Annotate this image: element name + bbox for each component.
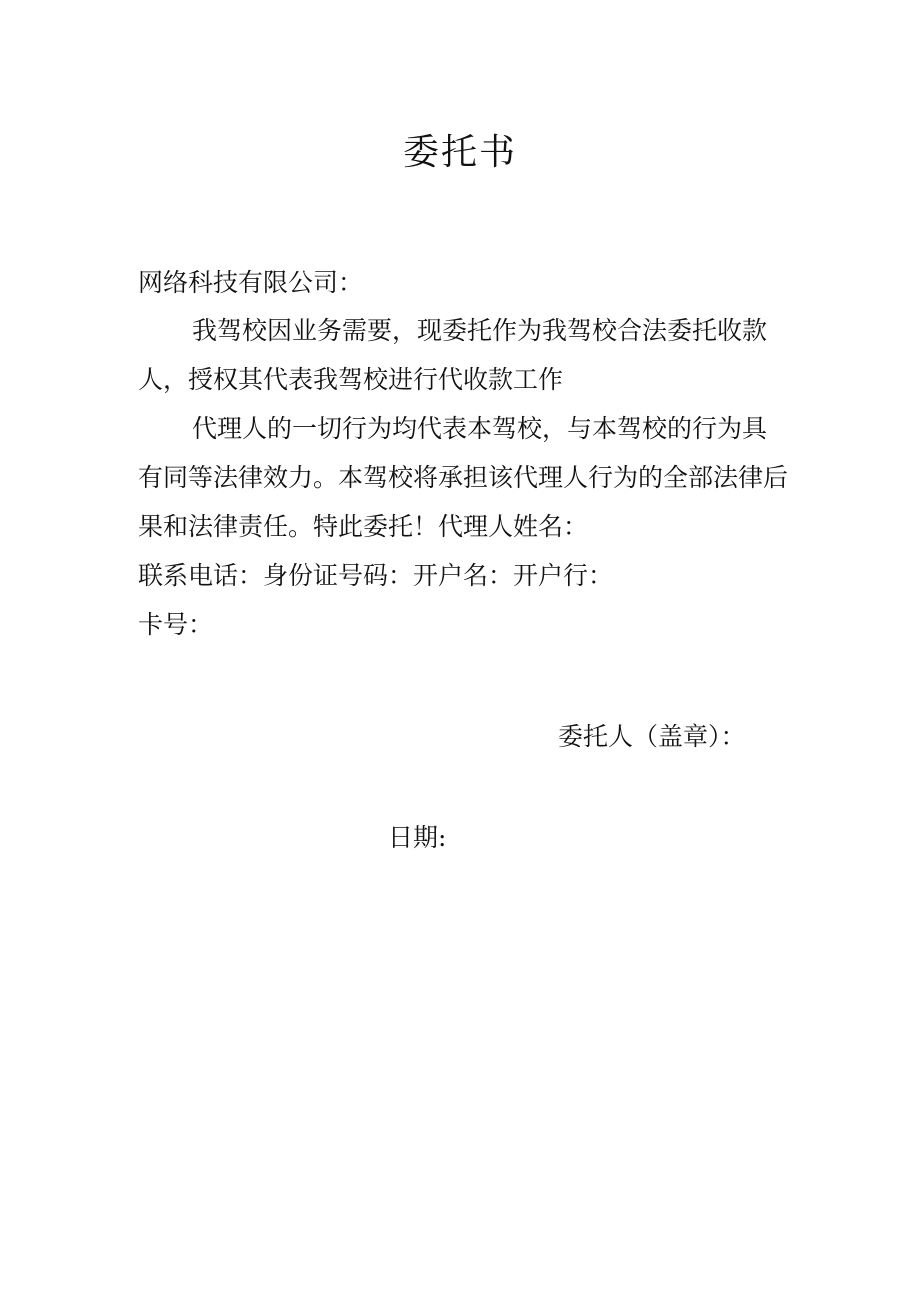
date-line: 日期: <box>388 823 447 852</box>
liability-paragraph: 代理人的一切行为均代表本驾校，与本驾校的行为具有同等法律效力。本驾校将承担该代理人行为的全部法律后果和法律责任。特此委托！代理人姓名： <box>138 414 789 541</box>
addressee-line: 网络科技有限公司： <box>138 268 364 297</box>
signer-seal-line: 委托人（盖章）： <box>558 722 746 751</box>
authorization-paragraph: 我驾校因业务需要，现委托作为我驾校合法委托收款人，授权其代表我驾校进行代收款工作 <box>138 316 768 394</box>
contact-info-line: 联系电话：身份证号码：开户名：开户行： <box>138 561 614 590</box>
document-title: 委托书 <box>402 132 517 173</box>
card-number-line: 卡号： <box>138 610 214 639</box>
